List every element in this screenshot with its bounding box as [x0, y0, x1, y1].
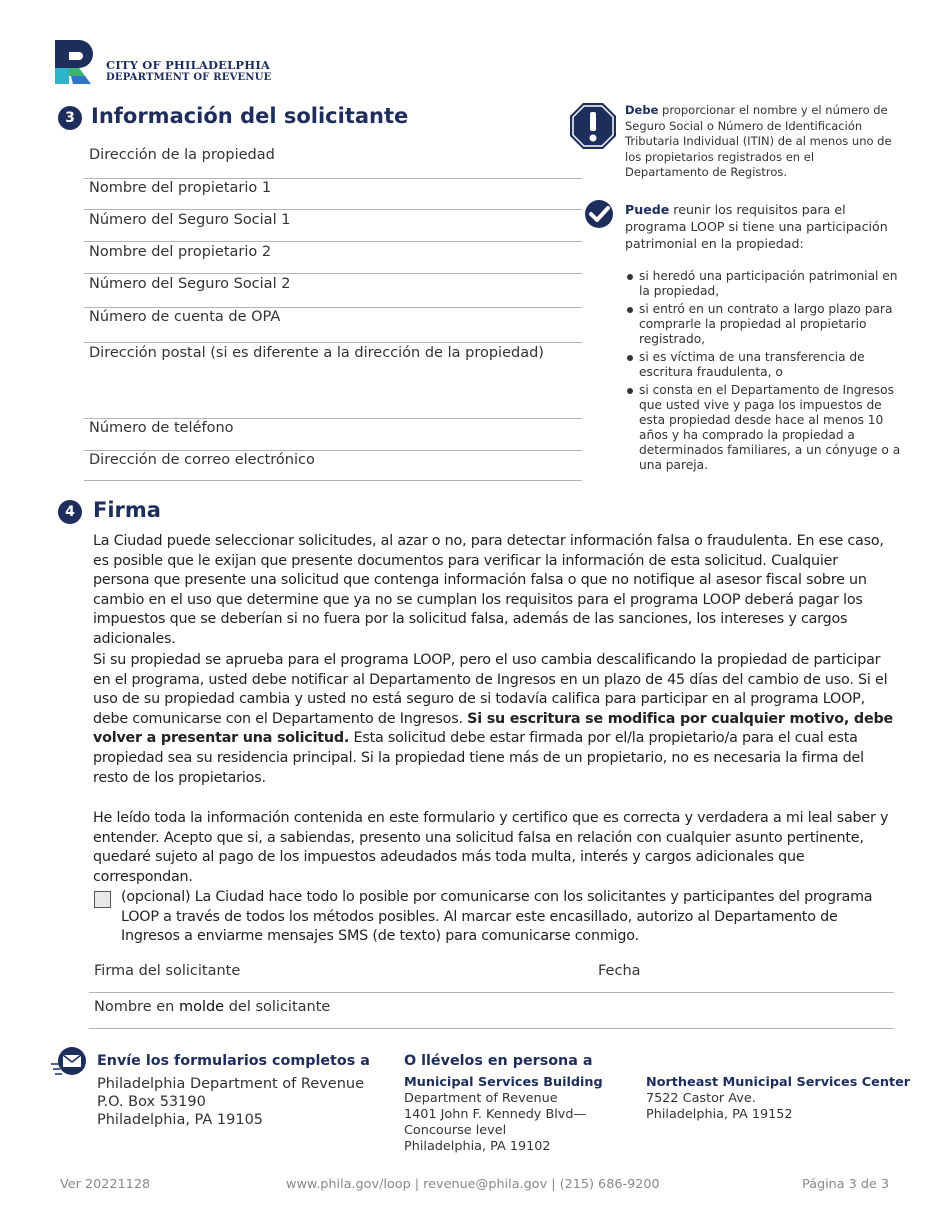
mail-title: Envíe los formularios completos a [97, 1053, 370, 1069]
note-must-text: proporcionar el nombre y el número de Seguro Social o Número de Identificación Tributaria Individual (ITIN) de al menos uno de los propietarios registrados en el Departamento de Registros. [625, 103, 892, 179]
org-name-line1: CITY OF PHILADELPHIA [106, 58, 271, 72]
signature-field[interactable]: Firma del solicitante [94, 963, 241, 979]
contact-links[interactable]: www.phila.gov/loop | revenue@phila.gov | (215) 686-9200 [286, 1177, 660, 1192]
sms-consent-label: (opcional) La Ciudad hace todo lo posible por comunicarse con los solicitantes y participantes del programa LOOP a través de todos los métodos posibles. Al marcar este encasillado, autorizo al Departamento de Ingresos a enviarme mensajes SMS (de texto) para comunicarse conmigo. [121, 889, 873, 945]
in-person-title: O llévelos en persona a [404, 1053, 593, 1069]
field-email[interactable]: Dirección de correo electrónico [84, 452, 582, 481]
note-can [625, 201, 905, 252]
location-msb [404, 1075, 629, 1155]
signature-para-1: La Ciudad puede seleccionar solicitudes, al azar o no, para detectar información falsa o fraudulenta. En ese caso, es posible que le exijan que presente documentos para verificar la información de esta solicitud. Cualquier persona que presente una solicitud que contenga información falsa o que no notifique al asesor fiscal sobre un cambio en el uso que determine que ya no se cumplan los requisitos para el programa LOOP deberá pagar los impuestos que se deberían si no fuera por la solicitud falsa, además de las sanciones, los intereses y cargos adicionales. [93, 533, 884, 647]
list-item: si consta en el Departamento de Ingresos que usted vive y paga los impuestos de esta propiedad desde hace al menos 10 años y ha comprado la propiedad a determinados familiares, a un cónyuge o a una pareja. [625, 383, 905, 473]
city-logo [55, 40, 99, 84]
field-phone[interactable]: Número de teléfono [84, 420, 582, 451]
warning-icon [568, 101, 618, 151]
version-label: Ver 20221128 [60, 1177, 151, 1192]
field-property-address[interactable]: Dirección de la propiedad [84, 147, 582, 179]
field-mailing-address[interactable]: Dirección postal (si es diferente a la dirección de la propiedad) [84, 345, 582, 419]
para-2-text-a: Si su propiedad se aprueba para el programa LOOP, pero el uso cambia descalificando la propiedad de participar en el programa, usted debe notificar al Departamento de Ingresos en un plazo de 45 días del cambio de uso. Si el uso de su propiedad cambia y usted no está seguro de si todavía califica para participar en al programa LOOP, debe comunicarse con el Departamento de Ingresos. [93, 652, 888, 727]
location-line: 1401 John F. Kennedy Blvd— [404, 1107, 587, 1122]
field-ssn-1[interactable]: Número del Seguro Social 1 [84, 212, 582, 242]
field-opa-account[interactable]: Número de cuenta de OPA [84, 309, 582, 343]
list-item: si es víctima de una transferencia de escritura fraudulenta, o [625, 350, 905, 380]
printed-name-label-b: molde [178, 999, 225, 1015]
mail-icon [50, 1044, 88, 1078]
note-can-bold: Puede [625, 202, 670, 217]
section-4-title: Firma [93, 498, 161, 522]
section-3-badge: 3 [58, 106, 82, 130]
note-can-text: reunir los requisitos para el programa LOOP si tiene una participación patrimonial en la propiedad: [625, 202, 888, 251]
date-field[interactable]: Fecha [598, 963, 641, 979]
mail-line: Philadelphia, PA 19105 [97, 1112, 264, 1128]
org-name-line2: DEPARTMENT OF REVENUE [106, 72, 272, 83]
location-line: Department of Revenue [404, 1091, 558, 1106]
location-line: 7522 Castor Ave. [646, 1091, 756, 1106]
printed-name-field[interactable] [89, 999, 894, 1029]
checkmark-icon [583, 198, 615, 230]
field-owner-1-name[interactable]: Nombre del propietario 1 [84, 180, 582, 210]
page-number: Página 3 de 3 [802, 1177, 890, 1192]
location-msb-name: Municipal Services Building [404, 1075, 603, 1090]
field-ssn-2[interactable]: Número del Seguro Social 2 [84, 276, 582, 308]
signature-row [89, 963, 894, 993]
printed-name-label-a: Nombre en [94, 999, 179, 1015]
location-line: Philadelphia, PA 19152 [646, 1107, 793, 1122]
sms-consent-checkbox[interactable] [94, 891, 111, 908]
note-must-bold: Debe [625, 103, 659, 117]
para-2-bold: Si su escritura se modifica por cualquier motivo, debe volver a presentar una solicitud. [93, 710, 893, 747]
location-nemsc [646, 1075, 916, 1123]
mail-line: Philadelphia Department of Revenue [97, 1076, 365, 1092]
location-line: Concourse level [404, 1123, 507, 1138]
location-nemsc-name: Northeast Municipal Services Center [646, 1075, 911, 1090]
field-owner-2-name[interactable]: Nombre del propietario 2 [84, 244, 582, 274]
section-3-title: Información del solicitante [91, 104, 409, 128]
location-line: Philadelphia, PA 19102 [404, 1139, 551, 1154]
list-item: si heredó una participación patrimonial en la propiedad, [625, 269, 905, 299]
printed-name-label-c: del solicitante [224, 999, 331, 1015]
eligibility-list [625, 269, 905, 476]
note-must [625, 103, 900, 181]
mail-line: P.O. Box 53190 [97, 1094, 206, 1110]
signature-para-3: He leído toda la información contenida en este formulario y certifico que es correcta y verdadera a mi leal saber y entender. Acepto que si, a sabiendas, presento una solicitud falsa en relación con cualquier asunto pertinente, quedaré sujeto al pago de los impuestos adeudados más toda multa, interés y cargos adicionales que correspondan. [93, 810, 889, 885]
signature-para-2 [93, 651, 893, 788]
section-4-badge: 4 [58, 500, 82, 524]
para-2-text-b: Esta solicitud debe estar firmada por el/la propietario/a para el cual esta propiedad sea su residencia principal. Si la propiedad tiene más de un propietario, no es necesaria la firma del resto de los propietarios. [93, 730, 864, 786]
mail-address [97, 1075, 364, 1129]
list-item: si entró en un contrato a largo plazo para comprarle la propiedad al propietario registrado, [625, 302, 905, 347]
